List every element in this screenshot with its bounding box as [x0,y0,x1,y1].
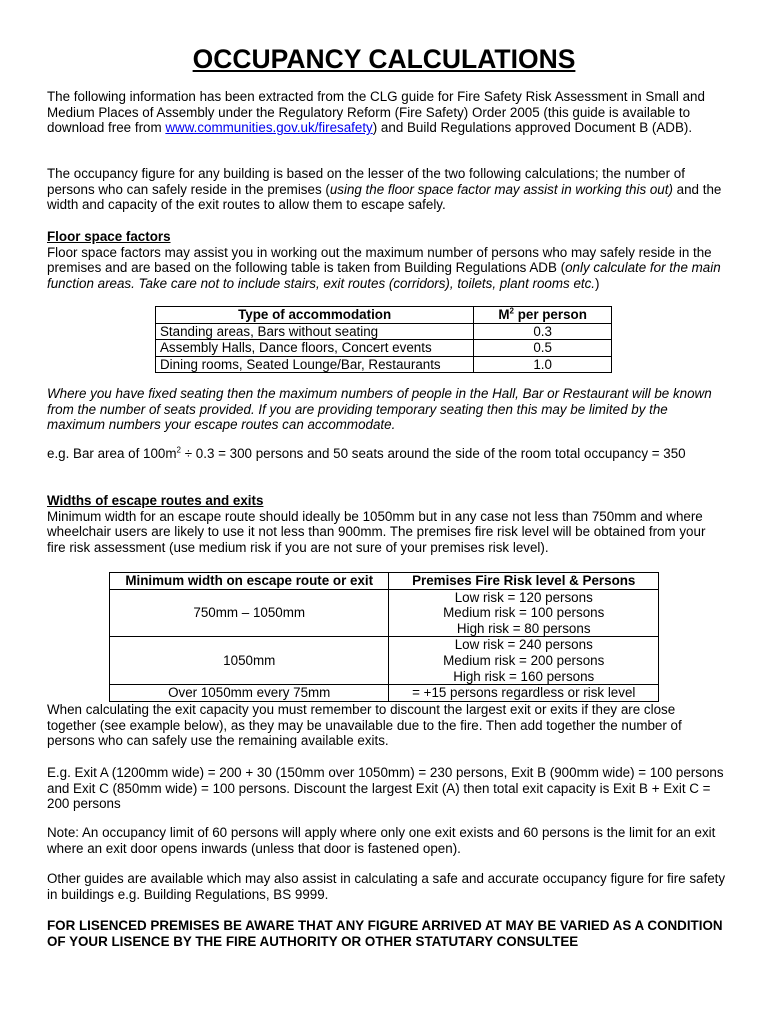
route-width-cell: 1050mm [110,637,389,685]
risk-persons-cell: Low risk = 120 persons Medium risk = 100 persons High risk = 80 persons [389,589,659,637]
fixed-seating-paragraph [47,386,727,433]
floor-space-value-cell: 0.5 [474,340,612,357]
table-row [156,323,612,340]
intro-paragraph [47,89,727,136]
floor-space-text-start: Floor space factors may assist you in working out the maximum number of persons who may safely reside in the premises and are based on the following table is taken from Building Regulations ADB ( [47,244,712,276]
accommodation-type-cell: Standing areas, Bars without seating [156,323,474,340]
table-row [110,685,659,702]
table-row [156,340,612,357]
header-minimum-width: Minimum width on escape route or exit [110,573,389,590]
licensing-warning: FOR LISENCED PREMISES BE AWARE THAT ANY FIGURE ARRIVED AT MAY BE VARIED AS A CONDITION OF YOUR LISENCE BY THE FIRE AUTHORITY OR OTHER STATUTARY CONSULTEE [47,918,723,949]
header-type-of-accommodation: Type of accommodation [156,307,474,324]
capacity-paragraph: When calculating the exit capacity you must remember to discount the largest exit or exits if they are close together (see example below), as they may be unavailable due to the fire. Then add together the number of persons who can safely use the remaining available exits. [47,702,682,749]
widths-heading: Widths of escape routes and exits [47,493,264,508]
widths-paragraph: Minimum width for an escape route should ideally be 1050mm but in any case not less than 750mm and where wheelchair users are likely to use it not less than 900mm. The premises fire risk level will be obtained from your fire risk assessment (use medium risk if you are not sure of your premises risk level). [47,508,706,555]
floor-space-paragraph [47,245,727,292]
firesafety-link[interactable]: www.communities.gov.uk/firesafety [165,120,373,136]
floor-space-heading: Floor space factors [47,229,171,244]
other-guides-paragraph: Other guides are available which may also assist in calculating a safe and accurate occupancy figure for fire safety in buildings e.g. Building Regulations, BS 9999. [47,871,726,902]
table-row [156,356,612,373]
accommodation-type-cell: Assembly Halls, Dance floors, Concert events [156,340,474,357]
occupancy-italic-text: using the floor space factor may assist in working this out) [329,181,673,197]
header-m2-per-person: $M^2$ per person [474,307,612,324]
intro-text-end: ) and Build Regulations approved Document B (ADB). [372,120,693,136]
risk-persons-cell: Low risk = 240 persons Medium risk = 200 persons High risk = 160 persons [389,637,659,685]
occupancy-paragraph [47,166,727,213]
occupancy-text-start: The occupancy figure for any building is based on the lesser of the two following calculations; the number of persons who can safely reside in the premises ( [47,166,685,197]
floor-space-section [47,229,727,291]
occupancy-text-end: and the width and capacity of the exit routes to allow them to escape safely. [47,181,722,213]
exit-example-paragraph: E.g. Exit A (1200mm wide) = 200 + 30 (150mm over 1050mm) = 230 persons, Exit B (900mm wide) = 100 persons and Exit C (850mm wide) = 100 persons. Discount the largest Exit (A) then total exit capacity is Exit B + Exit C = 200 persons [47,765,724,812]
bar-example-paragraph: e.g. Bar area of $100m^2 \div 0.3 = 300$ persons and 50 seats around the side of the room total occupancy = 350 [47,445,686,461]
accommodation-type-cell: Dining rooms, Seated Lounge/Bar, Restaurants [156,356,474,373]
floor-space-italic-text: only calculate for the main function areas. Take care not to include stairs, exit routes (corridors), toilets, plant rooms etc. [47,260,721,291]
header-fire-risk-persons: Premises Fire Risk level & Persons [389,573,659,590]
escape-width-table [109,572,659,702]
widths-section [47,493,727,555]
route-width-cell: Over 1050mm every 75mm [110,685,389,702]
floor-space-value-cell: 1.0 [474,356,612,373]
floor-space-value-cell: 0.3 [474,323,612,340]
table-row [110,589,659,637]
floor-space-table [155,306,612,373]
intro-text-start: The following information has been extracted from the CLG guide for Fire Safety Risk Assessment in Small and Medium Places of Assembly under the Regulatory Reform (Fire Safety) Order 2005 (this guide is available to download free from [47,89,705,136]
table-header-row [156,307,612,324]
fixed-seating-text: Where you have fixed seating then the maximum numbers of people in the Hall, Bar or Restaurant will be known from the number of seats provided. If you are providing temporary seating then this may be limited by the maximum numbers your escape routes can accommodate. [47,386,712,433]
risk-persons-cell: = +15 persons regardless or risk level [389,685,659,702]
floor-space-text-end: ) [595,275,600,291]
route-width-cell: 750mm – 1050mm [110,589,389,637]
table-header-row [110,573,659,590]
page-title: OCCUPANCY CALCULATIONS [192,44,576,74]
note-paragraph: Note: An occupancy limit of 60 persons will apply where only one exit exists and 60 persons is the limit for an exit where an exit door opens inwards (unless that door is fastened open). [47,825,716,856]
table-row [110,637,659,685]
